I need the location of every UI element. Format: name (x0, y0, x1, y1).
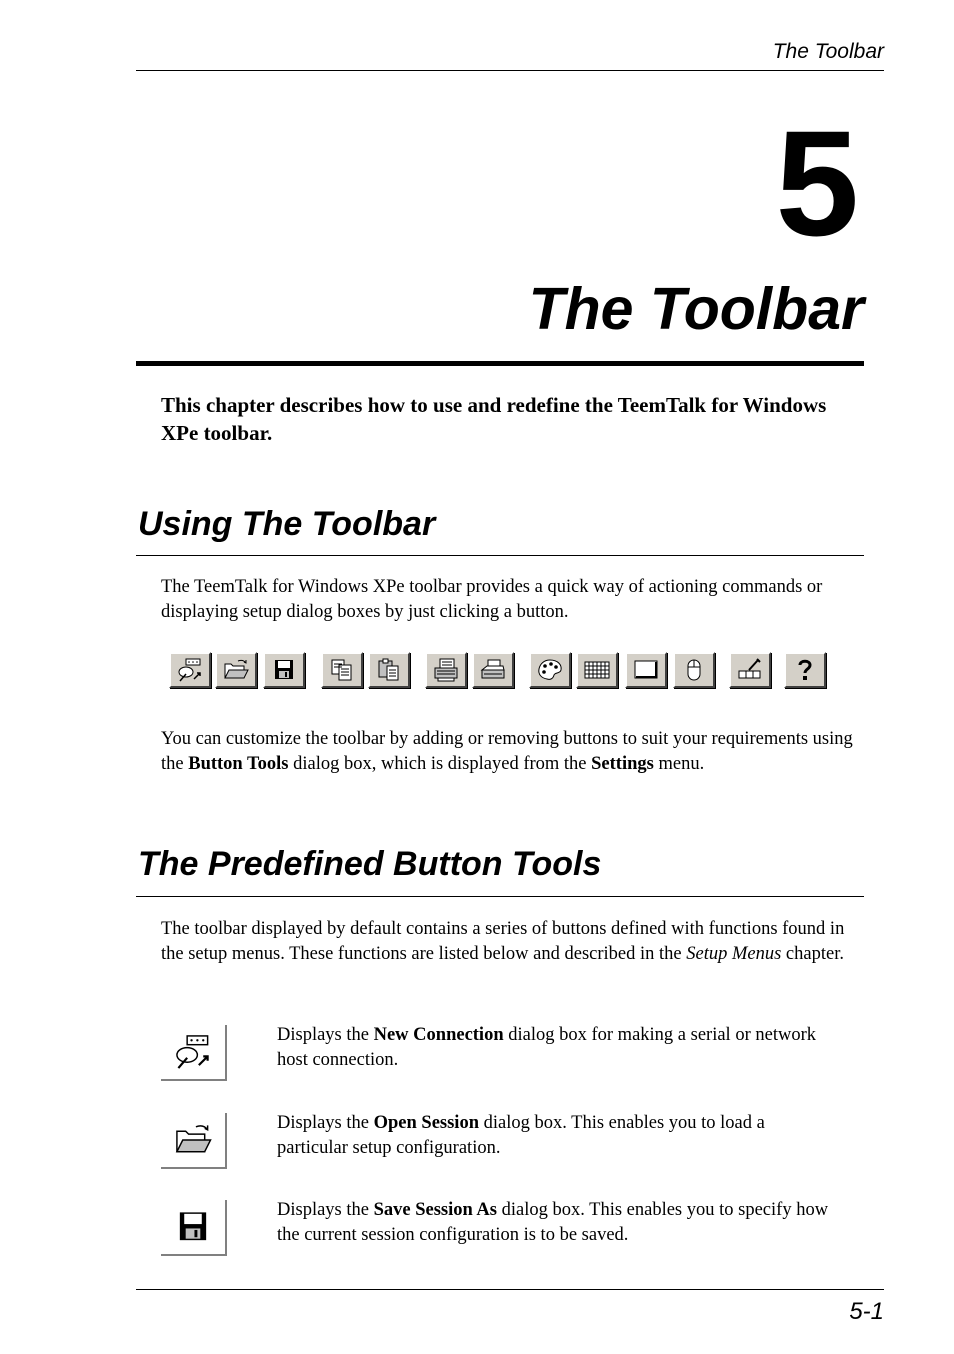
open-folder-icon (222, 657, 250, 683)
open-folder-icon (172, 1121, 214, 1159)
section-heading-predefined-tools: The Predefined Button Tools (138, 845, 602, 883)
new-connection-description (277, 1023, 837, 1073)
save-session-item-icon (161, 1200, 227, 1256)
settings-term: Settings (591, 754, 654, 774)
description-text: dialog box. This enables you to load a particular setup configuration. (277, 1113, 765, 1158)
predefined-text: The toolbar displayed by default contains a series of buttons defined with functions found in the setup menus. These functions are listed below and described in the (161, 919, 845, 964)
save-session-term: Save Session As (373, 1200, 497, 1220)
footer-rule (136, 1289, 884, 1290)
section-rule (136, 896, 864, 897)
description-text: dialog box for making a serial or network host connection. (277, 1025, 816, 1070)
running-head: The Toolbar (772, 40, 884, 63)
description-text: Displays the (277, 1113, 374, 1133)
open-session-button[interactable] (215, 652, 257, 688)
save-session-description (277, 1198, 837, 1248)
mouse-icon (680, 657, 708, 683)
setup-menus-reference: Setup Menus (686, 944, 782, 964)
new-connection-button[interactable] (169, 652, 211, 688)
printer-icon (479, 657, 507, 683)
description-text: Displays the (277, 1200, 374, 1220)
paste-icon (375, 657, 403, 683)
save-session-button[interactable] (263, 652, 305, 688)
paste-button[interactable] (368, 652, 410, 688)
customize-text: You can customize the toolbar by adding or removing buttons to suit your requirements using the (161, 729, 853, 774)
chapter-title-rule (136, 361, 864, 366)
print-screen-icon (432, 657, 460, 683)
save-disk-icon (270, 657, 298, 683)
keyboard-icon (583, 657, 611, 683)
help-button[interactable] (784, 652, 826, 688)
keyboard-button[interactable] (576, 652, 618, 688)
using-toolbar-paragraph: The TeemTalk for Windows XPe toolbar provides a quick way of actioning commands or displaying setup dialog boxes by just clicking a button. (161, 577, 823, 622)
customize-paragraph (161, 727, 867, 777)
hotspots-button[interactable] (729, 652, 771, 688)
window-icon (632, 657, 660, 683)
chapter-intro: This chapter describes how to use and redefine the TeemTalk for Windows XPe toolbar. (161, 393, 827, 445)
palette-button[interactable] (529, 652, 571, 688)
new-connection-term: New Connection (373, 1025, 504, 1045)
toolbar-illustration (169, 652, 834, 692)
predefined-tools-paragraph (161, 917, 867, 967)
chapter-title: The Toolbar (528, 276, 864, 342)
header-rule (136, 70, 884, 71)
copy-icon (328, 657, 356, 683)
new-connection-icon (172, 1033, 214, 1071)
description-text: dialog box. This enables you to specify how the current session configuration is to be saved. (277, 1200, 829, 1245)
section-heading-using-toolbar: Using The Toolbar (138, 505, 436, 543)
section-rule (136, 555, 864, 556)
chapter-number: 5 (775, 99, 859, 267)
help-icon (791, 657, 819, 683)
open-session-item-icon (161, 1113, 227, 1169)
button-tools-term: Button Tools (188, 754, 289, 774)
new-connection-item-icon (161, 1025, 227, 1081)
print-screen-button[interactable] (425, 652, 467, 688)
customize-text: dialog box, which is displayed from the (288, 754, 592, 774)
new-connection-icon (176, 657, 204, 683)
palette-icon (536, 657, 564, 683)
mouse-button[interactable] (673, 652, 715, 688)
save-disk-icon (172, 1208, 214, 1246)
customize-text: menu. (653, 754, 705, 774)
open-session-description (277, 1111, 837, 1161)
print-button[interactable] (472, 652, 514, 688)
open-session-term: Open Session (373, 1113, 479, 1133)
hotspots-icon (736, 657, 764, 683)
predefined-text: chapter. (781, 944, 844, 964)
window-button[interactable] (625, 652, 667, 688)
page-number: 5-1 (849, 1298, 884, 1325)
copy-button[interactable] (321, 652, 363, 688)
description-text: Displays the (277, 1025, 374, 1045)
